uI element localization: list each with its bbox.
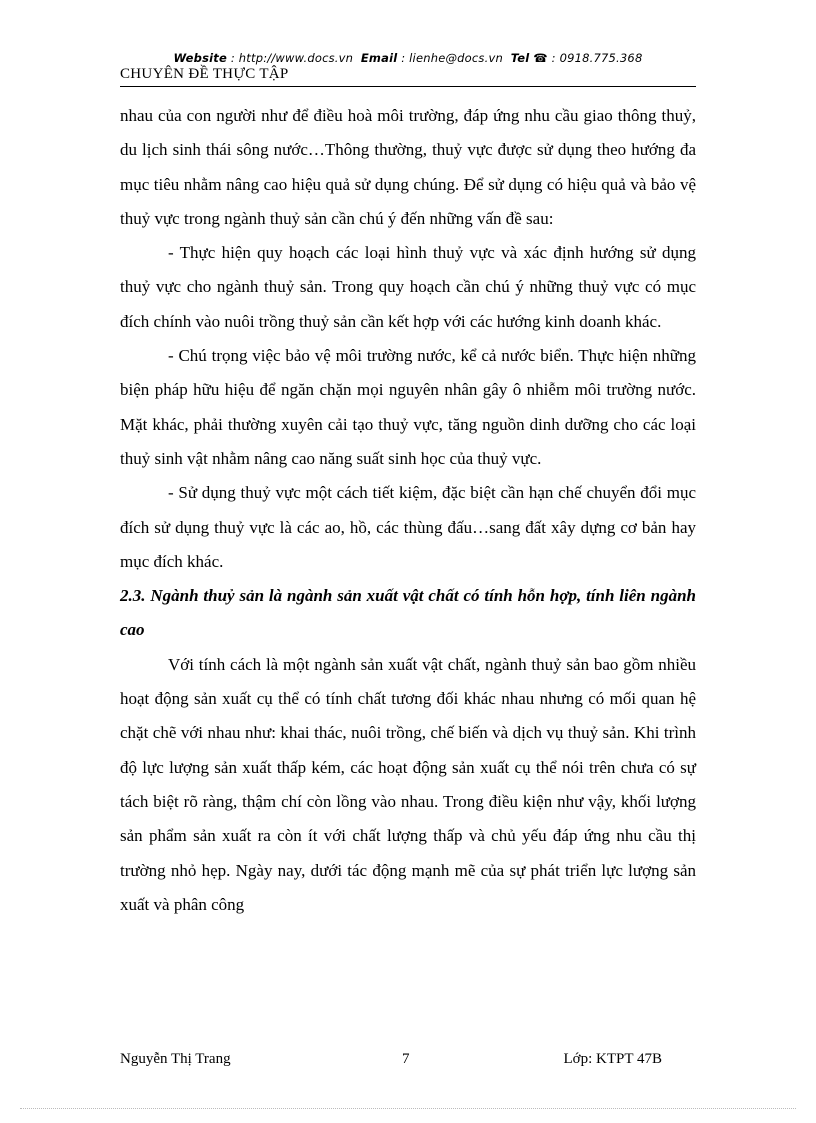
website-label: Website <box>173 51 227 65</box>
paragraph-4: - Sử dụng thuỷ vực một cách tiết kiệm, đặc biệt cần hạn chế chuyển đổi mục đích sử dụng thuỷ vực là các ao, hồ, các thùng đấu…sang đất xây dựng cơ bản hay mục đích khác. <box>120 483 696 571</box>
chapter-title: CHUYÊN ĐỀ THỰC TẬP <box>120 66 289 82</box>
paragraph-1: nhau của con người như để điều hoà môi trường, đáp ứng nhu cầu giao thông thuỷ, du lịch sinh thái sông nước…Thông thường, thuỷ vực được sử dụng theo hướng đa mục tiêu nhằm nâng cao hiệu quả sử dụng chúng. Để sử dụng có hiệu quả và bảo vệ thuỷ vực trong ngành thuỷ sản cần chú ý đến những vấn đề sau: <box>120 106 696 228</box>
page-footer <box>120 1051 696 1073</box>
tel-value: : 0918.775.368 <box>551 51 643 65</box>
document-body <box>120 99 696 922</box>
tel-label: Tel <box>510 51 530 65</box>
footer-class: Lớp: KTPT 47B <box>563 1051 662 1067</box>
paragraph-3: - Chú trọng việc bảo vệ môi trường nước, kể cả nước biển. Thực hiện những biện pháp hữu hiệu để ngăn chặn mọi nguyên nhân gây ô nhiễm môi trường nước. Mặt khác, phải thường xuyên cải tạo thuỷ vực, tăng nguồn dinh dưỡng cho các loại thuỷ sinh vật nhằm nâng cao năng suất sinh học của thuỷ vực. <box>120 346 696 468</box>
paragraph-5: Với tính cách là một ngành sản xuất vật chất, ngành thuỷ sản bao gồm nhiều hoạt động sản xuất cụ thể có tính chất tương đối khác nhau nhưng có mối quan hệ chặt chẽ với nhau như: khai thác, nuôi trồng, chế biến và dịch vụ thuỷ sản. Khi trình độ lực lượng sản xuất thấp kém, các hoạt động sản xuất cụ thể nói trên chưa có sự tách biệt rõ ràng, thậm chí còn lồng vào nhau. Trong điều kiện như vậy, khối lượng sản phẩm sản xuất ra còn ít với chất lượng thấp và chủ yếu đáp ứng nhu cầu thị trường nhỏ hẹp. Ngày nay, dưới tác động mạnh mẽ của sự phát triển lực lượng sản xuất và phân công <box>120 654 696 914</box>
footer-author: Nguyễn Thị Trang <box>120 1051 231 1067</box>
section-heading: 2.3. Ngành thuỷ sản là ngành sản xuất vật chất có tính hỗn hợp, tính liên ngành cao <box>120 586 696 640</box>
page-bottom-divider <box>20 1108 796 1109</box>
header-divider <box>120 86 696 87</box>
telephone-icon: ☎ <box>533 51 548 65</box>
page-number: 7 <box>402 1051 410 1067</box>
email-label: Email <box>360 51 398 65</box>
header-contact-line <box>0 51 816 65</box>
paragraph-2: - Thực hiện quy hoạch các loại hình thuỷ vực và xác định hướng sử dụng thuỷ vực cho ngành thuỷ sản. Trong quy hoạch cần chú ý những thuỷ vực có mục đích chính vào nuôi trồng thuỷ sản cần kết hợp với các hướng kinh doanh khác. <box>120 243 696 331</box>
email-value[interactable]: : lienhe@docs.vn <box>401 51 503 65</box>
website-value[interactable]: : http://www.docs.vn <box>230 51 354 65</box>
